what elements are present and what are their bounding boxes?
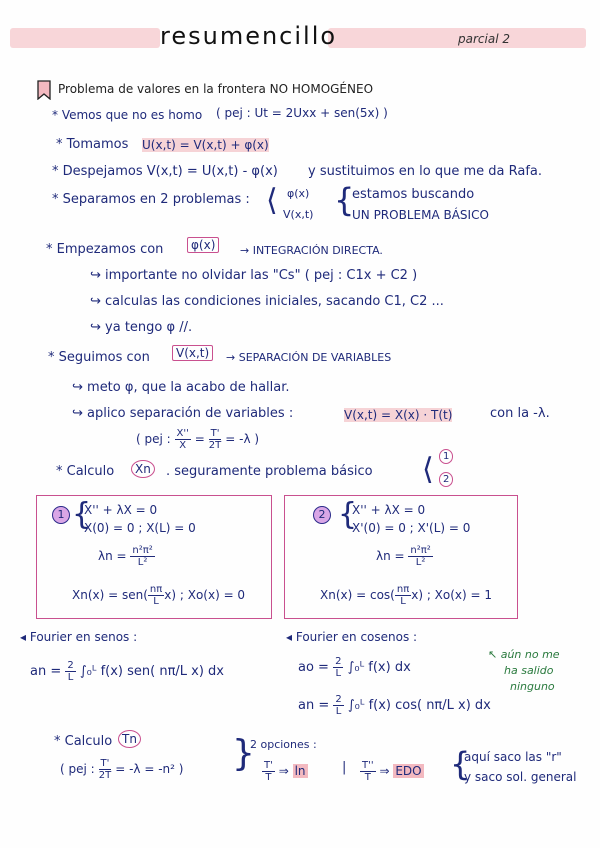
tn-pej-frac [99,758,112,781]
tn-option1 [262,760,308,783]
seguimos-v-box: V(x,t) [172,345,213,361]
fourier-cos-a0-post: ∫₀ᴸ f(x) dx [347,660,411,675]
box2-eq2: X'(0) = 0 ; X'(L) = 0 [352,521,471,535]
fourier-sen-post: ∫₀ᴸ f(x) sen( nπ/L x) dx [79,664,224,679]
pej-sep-frac1-bot: X [179,440,187,451]
tn-pej-post: = -λ = -n² ) [115,762,184,776]
box1-xn [72,584,245,607]
option-2-circle: 2 [439,472,453,487]
pej-sep-pre: ( pej : [136,432,171,446]
note-line2: ha salido [504,664,554,677]
pej-sep-frac2-bot: 2T [208,440,222,451]
box1-eq2: X(0) = 0 ; X(L) = 0 [84,521,196,535]
pej-sep-eq: = [194,432,205,446]
box2-xn-bot: L [400,596,406,607]
tn-circle: Tn [118,730,141,748]
tn-pej-bot: 2T [98,770,112,781]
line-despejamos: * Despejamos V(x,t) = U(x,t) - φ(x) [52,164,278,179]
fourier-cos-an-pre: an = [298,698,330,713]
box2-lambda-pre: λn = [376,549,405,563]
calculo-xn-text: . seguramente problema básico [166,464,373,479]
fourier-cos-an-frac [333,694,343,717]
line-empezamos: * Empezamos con [46,242,164,257]
problem-title: Problema de valores en la frontera NO HOMOGÉNEO [58,82,374,96]
fourier-cos-a0-pre: ao = [298,660,329,675]
box2-lambda-frac [408,545,432,568]
xn-bracket: ⟨ [422,452,434,487]
xn-circle: Xn [131,460,155,478]
box1-lambda [98,545,155,568]
pej-sep-frac2 [209,428,222,451]
tn-final2: y saco sol. general [464,770,577,784]
fourier-cos-an-frac-bot: L [335,706,342,717]
fourier-cos-an-frac-top: 2 [335,694,342,705]
sep-brace: { [334,181,355,219]
box2-xn-pre: Xn(x) = cos( [320,588,395,602]
box2-lambda-top: n²π² [410,545,431,556]
box1-xn-top: nπ [149,584,163,595]
tn-option2-frac [360,760,376,783]
box2-xn [320,584,492,607]
box1-eq1: X'' + λX = 0 [84,503,158,517]
box2-xn-top: nπ [396,584,410,595]
box2-brace: { [338,497,358,532]
tn-pej [60,758,183,781]
sep-phi: φ(x) [287,187,310,200]
box1-xn-bot: L [153,596,159,607]
option-1-circle: 1 [439,449,453,464]
box2-num: 2 [313,506,331,524]
tn-option2-top: T'' [362,760,374,771]
tn-pej-pre: ( pej : [60,762,95,776]
line-constantes: ↪ importante no olvidar las "Cs" ( pej : C1x + C2 ) [90,268,418,283]
tn-pej-top: T' [100,758,110,769]
box1-lambda-pre: λn = [98,549,127,563]
line-calculo-xn: * Calculo [56,464,115,479]
bookmark-icon [36,80,52,100]
fourier-sen-title: ◂ Fourier en senos : [20,630,138,644]
fourier-cos-a0-frac-top: 2 [335,656,342,667]
tn-option2-arrow: ⇒ [379,764,390,778]
line-vemos-example: ( pej : Ut = 2Uxx + sen(5x) ) [216,106,388,120]
line-ya-tengo: ↪ ya tengo φ //. [90,320,193,335]
sep-v: V(x,t) [283,208,314,221]
fourier-sen-formula [30,660,224,683]
fourier-sen-frac-top: 2 [67,660,74,671]
tn-final1: aquí saco las "r" [464,750,562,764]
tomamos-formula: U(x,t) = V(x,t) + φ(x) [142,138,269,152]
parcial-label: parcial 2 [458,32,510,46]
box2-xn-frac [395,584,411,607]
tn-option1-bot: T [265,772,272,783]
line-tomamos: * Tomamos [56,137,129,152]
box1-lambda-frac [130,545,154,568]
fourier-cos-a0 [298,656,411,679]
line-separamos: * Separamos en 2 problemas : [52,192,250,207]
box1-xn-frac [148,584,164,607]
box2-xn-post: x) ; Xo(x) = 1 [411,588,493,602]
line-sustituimos: y sustituimos en lo que me da Rafa. [308,164,543,179]
tn-option2-bot: T [364,772,371,783]
box1-brace: { [72,497,92,532]
tn-option1-result: ln [294,764,306,778]
title-highlight-left [10,28,160,48]
line-condiciones: ↪ calculas las condiciones iniciales, sacando C1, C2 ... [90,294,444,309]
pej-sep-frac1-top: X'' [176,428,189,439]
fourier-cos-an-post: ∫₀ᴸ f(x) cos( nπ/L x) dx [347,698,491,713]
fourier-cos-an [298,694,491,717]
tn-option1-frac [262,760,275,783]
pej-sep-frac1 [175,428,191,451]
line-meto-phi: ↪ meto φ, que la acabo de hallar. [72,380,290,395]
tn-separator: | [342,760,347,775]
aplico-formula: V(x,t) = X(x) · T(t) [344,408,453,422]
fourier-sen-pre: an = [30,664,62,679]
box1-lambda-top: n²π² [132,545,153,556]
box2-eq1: X'' + λX = 0 [352,503,426,517]
box1-xn-post: x) ; Xo(x) = 0 [164,588,246,602]
tn-option1-top: T' [264,760,273,771]
separacion-variables: → SEPARACIÓN DE VARIABLES [226,351,392,364]
tn-opciones: 2 opciones : [250,738,317,751]
integracion-directa: → INTEGRACIÓN DIRECTA. [240,244,383,257]
box1-lambda-bot: L² [137,557,148,568]
box1-xn-pre: Xn(x) = sen( [72,588,148,602]
tn-final-brace: { [450,745,471,783]
sep-buscando: estamos buscando [352,187,475,202]
note-line3: ninguno [510,680,555,693]
fourier-cos-a0-frac-bot: L [335,668,342,679]
tn-option2 [360,760,424,783]
empezamos-phi-box: φ(x) [187,237,219,253]
box1-num: 1 [52,506,70,524]
fourier-sen-frac [65,660,75,683]
line-aplico: ↪ aplico separación de variables : [72,406,294,421]
tn-brace: } [232,733,255,774]
sep-basico: UN PROBLEMA BÁSICO [352,208,489,222]
pej-sep [136,428,259,451]
line-calculo-tn: * Calculo [54,734,113,749]
aplico-lambda: con la -λ. [490,406,550,421]
sep-bracket: ⟨ [266,183,278,218]
box2-lambda [376,545,433,568]
box2-lambda-bot: L² [415,557,426,568]
pej-sep-frac2-top: T' [210,428,220,439]
title-highlight-right [328,28,586,48]
fourier-cos-a0-frac [333,656,343,679]
tn-option2-result: EDO [395,764,422,778]
fourier-cos-title: ◂ Fourier en cosenos : [286,630,418,644]
page-title: resumencillo [160,22,338,50]
fourier-sen-frac-bot: L [67,672,74,683]
pej-sep-post: = -λ ) [225,432,260,446]
tn-option1-arrow: ⇒ [278,764,289,778]
line-vemos: * Vemos que no es homo [52,108,203,122]
line-seguimos: * Seguimos con [48,350,150,365]
note-line1: ↖ aún no me [488,648,560,661]
